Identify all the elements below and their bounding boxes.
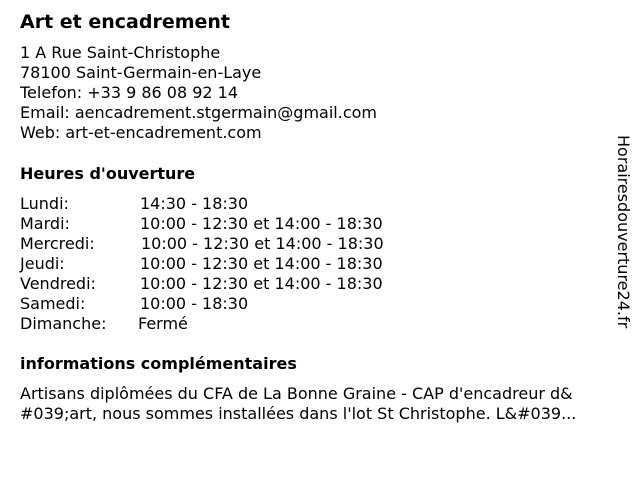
- business-name: Art et encadrement: [20, 11, 231, 33]
- time-value: 14:30 - 18:30: [140, 194, 249, 213]
- time-value: Fermé: [138, 314, 188, 333]
- day-label: Jeudi:: [20, 254, 65, 273]
- info-description: [20, 384, 632, 424]
- watermark: Horairesdouverture24.fr: [614, 135, 633, 329]
- day-label: Lundi:: [20, 194, 69, 213]
- day-label: Dimanche:: [20, 314, 107, 333]
- time-value: 10:00 - 18:30: [140, 294, 249, 313]
- day-label: Mardi:: [20, 214, 70, 233]
- street-address: 1 A Rue Saint-Christophe: [20, 43, 221, 62]
- contact-block: [20, 43, 377, 143]
- time-value: 10:00 - 12:30 et 14:00 - 18:30: [140, 214, 383, 233]
- hours-heading: Heures d'ouverture: [20, 164, 196, 183]
- time-value: 10:00 - 12:30 et 14:00 - 18:30: [140, 254, 383, 273]
- info-line: #039;art, nous sommes installées dans l'lot St Christophe. L&#039...: [20, 404, 577, 423]
- time-value: 10:00 - 12:30 et 14:00 - 18:30: [141, 234, 384, 253]
- day-label: Vendredi:: [20, 274, 96, 293]
- info-line: Artisans diplômées du CFA de La Bonne Graine - CAP d'encadreur d&: [20, 384, 573, 403]
- time-value: 10:00 - 12:30 et 14:00 - 18:30: [140, 274, 383, 293]
- info-heading: informations complémentaires: [20, 354, 297, 373]
- day-label: Mercredi:: [20, 234, 95, 253]
- web-line: Web: art-et-encadrement.com: [20, 123, 262, 142]
- day-label: Samedi:: [20, 294, 86, 313]
- email-line: Email: aencadrement.stgermain@gmail.com: [20, 103, 377, 122]
- city-address: 78100 Saint-Germain-en-Laye: [20, 63, 262, 82]
- phone-line: Telefon: +33 9 86 08 92 14: [20, 83, 239, 102]
